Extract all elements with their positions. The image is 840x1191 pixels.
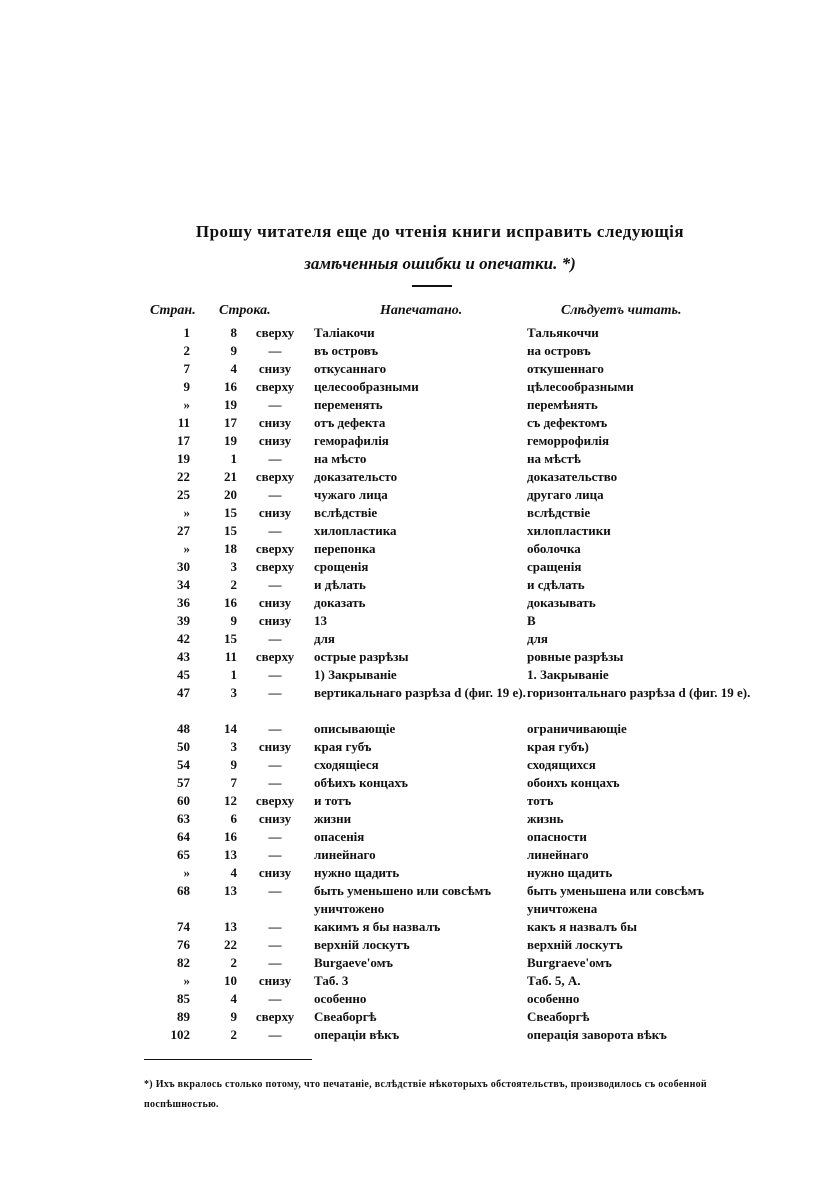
errata-page-cell: » xyxy=(183,865,190,880)
errata-printed-cell: операціи вѣкъ xyxy=(314,1027,400,1042)
errata-printed-cell: края губъ xyxy=(314,739,372,754)
errata-printed-cell: острые разрѣзы xyxy=(314,649,409,664)
errata-printed-cell: обѣихъ концахъ xyxy=(314,775,409,790)
table-row xyxy=(0,738,840,756)
errata-page-cell: 30 xyxy=(177,559,190,574)
errata-line-cell: 15 xyxy=(224,523,237,538)
errata-page-cell: 64 xyxy=(177,829,190,844)
errata-direction-cell: снизу xyxy=(258,865,292,880)
errata-page-cell: 42 xyxy=(177,631,190,646)
page-title-line-1: Прошу читателя еще до чтенія книги исправить следующія xyxy=(195,222,685,241)
errata-page-cell: 17 xyxy=(177,433,190,448)
errata-correct-cell: и сдѣлать xyxy=(527,577,585,592)
table-row xyxy=(0,684,840,720)
errata-printed-cell: и дѣлать xyxy=(314,577,366,592)
errata-direction-cell: — xyxy=(268,883,282,898)
errata-page-cell: 82 xyxy=(177,955,190,970)
errata-correct-cell: другаго лица xyxy=(527,487,604,502)
errata-direction-cell: — xyxy=(268,631,282,646)
table-row xyxy=(0,864,840,882)
errata-printed-cell: чужаго лица xyxy=(314,487,388,502)
errata-line-cell: 12 xyxy=(224,793,237,808)
errata-printed-cell: переменять xyxy=(314,397,383,412)
errata-line-cell: 9 xyxy=(230,1009,237,1024)
errata-line-cell: 3 xyxy=(230,559,237,574)
errata-line-cell: 3 xyxy=(230,739,237,754)
errata-printed-cell: 13 xyxy=(314,613,327,628)
errata-correct-cell: горизонтальнаго разрѣза d (фиг. 19 e). xyxy=(527,685,751,700)
errata-direction-cell: сверху xyxy=(255,325,295,340)
errata-line-cell: 2 xyxy=(230,1027,237,1042)
table-row xyxy=(0,828,840,846)
table-row xyxy=(0,432,840,450)
table-row xyxy=(0,756,840,774)
errata-printed-cell: линейнаго xyxy=(314,847,376,862)
errata-correct-cell: на островъ xyxy=(527,343,591,358)
errata-printed-cell: опасенія xyxy=(314,829,365,844)
errata-direction-cell: — xyxy=(268,1027,282,1042)
errata-direction-cell: — xyxy=(268,343,282,358)
errata-line-cell: 15 xyxy=(224,631,237,646)
errata-correct-cell: быть уменьшена или совсѣмъ уничтожена xyxy=(527,883,705,916)
errata-printed-cell: особенно xyxy=(314,991,367,1006)
errata-line-cell: 3 xyxy=(230,685,237,700)
errata-printed-cell: Свеаборгѣ xyxy=(314,1009,377,1024)
errata-page-cell: » xyxy=(183,973,190,988)
errata-direction-cell: снизу xyxy=(258,613,292,628)
errata-line-cell: 9 xyxy=(230,757,237,772)
errata-line-cell: 1 xyxy=(230,451,237,466)
errata-line-cell: 14 xyxy=(224,721,237,736)
errata-page-cell: » xyxy=(183,541,190,556)
table-row xyxy=(0,342,840,360)
errata-page-cell: 7 xyxy=(183,361,190,376)
table-row xyxy=(0,774,840,792)
errata-correct-cell: Burgraeve'омъ xyxy=(527,955,612,970)
errata-line-cell: 20 xyxy=(224,487,237,502)
errata-printed-cell: вслѣдствіе xyxy=(314,505,378,520)
errata-line-cell: 18 xyxy=(224,541,237,556)
errata-line-cell: 1 xyxy=(230,667,237,682)
table-row xyxy=(0,846,840,864)
table-row xyxy=(0,450,840,468)
errata-correct-cell: для xyxy=(527,631,548,646)
errata-direction-cell: — xyxy=(268,487,282,502)
errata-page-cell: 2 xyxy=(183,343,190,358)
errata-page-cell: 39 xyxy=(177,613,190,628)
errata-page-cell: 60 xyxy=(177,793,190,808)
errata-page-cell: 85 xyxy=(177,991,190,1006)
errata-correct-cell: верхній лоскутъ xyxy=(527,937,623,952)
errata-correct-cell: Таб. 5, A. xyxy=(527,973,581,988)
errata-direction-cell: снизу xyxy=(258,595,292,610)
errata-printed-cell: целесообразными xyxy=(314,379,419,394)
errata-correct-cell: вслѣдствіе xyxy=(527,505,591,520)
errata-line-cell: 22 xyxy=(224,937,237,952)
table-row xyxy=(0,612,840,630)
errata-printed-cell: Таб. 3 xyxy=(314,973,349,988)
title-divider xyxy=(412,285,452,287)
table-row xyxy=(0,558,840,576)
errata-line-cell: 16 xyxy=(224,829,237,844)
errata-direction-cell: сверху xyxy=(255,793,295,808)
errata-correct-cell: 1. Закрываніе xyxy=(527,667,609,682)
errata-correct-cell: откушеннаго xyxy=(527,361,604,376)
errata-direction-cell: снизу xyxy=(258,361,292,376)
table-row xyxy=(0,936,840,954)
errata-correct-cell: опасности xyxy=(527,829,587,844)
column-header-correct: Слѣдуетъ читать. xyxy=(561,303,682,318)
errata-direction-cell: — xyxy=(268,937,282,952)
errata-page-cell: 68 xyxy=(177,883,190,898)
errata-direction-cell: — xyxy=(268,667,282,682)
errata-printed-cell: вертикальнаго разрѣза d (фиг. 19 e). xyxy=(314,685,526,700)
errata-direction-cell: — xyxy=(268,757,282,772)
errata-correct-cell: геморрофилія xyxy=(527,433,610,448)
errata-line-cell: 4 xyxy=(230,991,237,1006)
errata-page-cell: 45 xyxy=(177,667,190,682)
errata-line-cell: 4 xyxy=(230,865,237,880)
table-row xyxy=(0,378,840,396)
errata-line-cell: 9 xyxy=(230,343,237,358)
errata-correct-cell: Тальякоччи xyxy=(527,325,599,340)
errata-page-cell: 1 xyxy=(183,325,190,340)
table-row xyxy=(0,522,840,540)
errata-printed-cell: и тотъ xyxy=(314,793,352,808)
errata-correct-cell: перемѣнять xyxy=(527,397,598,412)
errata-page-cell: 65 xyxy=(177,847,190,862)
errata-page-cell: 9 xyxy=(183,379,190,394)
errata-line-cell: 16 xyxy=(224,379,237,394)
errata-line-cell: 2 xyxy=(230,955,237,970)
errata-page-cell: 47 xyxy=(177,685,190,700)
table-row xyxy=(0,486,840,504)
column-header-printed: Напечатано. xyxy=(380,303,463,318)
errata-line-cell: 11 xyxy=(224,649,237,664)
errata-page-cell: » xyxy=(183,397,190,412)
errata-line-cell: 4 xyxy=(230,361,237,376)
errata-printed-cell: сходящіеся xyxy=(314,757,379,772)
errata-page-cell: 27 xyxy=(177,523,190,538)
errata-printed-cell: срощенія xyxy=(314,559,369,574)
table-row xyxy=(0,630,840,648)
errata-printed-cell: 1) Закрываніе xyxy=(314,667,397,682)
errata-line-cell: 15 xyxy=(224,505,237,520)
errata-direction-cell: — xyxy=(268,397,282,412)
errata-page-cell: 11 xyxy=(177,415,190,430)
errata-printed-cell: геморафилія xyxy=(314,433,389,448)
errata-direction-cell: — xyxy=(268,775,282,790)
errata-printed-cell: перепонка xyxy=(314,541,376,556)
table-row xyxy=(0,882,840,918)
errata-page-cell: 25 xyxy=(177,487,190,502)
errata-page-cell: 74 xyxy=(177,919,190,934)
errata-correct-cell: сходящихся xyxy=(527,757,596,772)
errata-page-cell: 34 xyxy=(177,577,190,592)
table-row xyxy=(0,918,840,936)
table-row xyxy=(0,414,840,432)
table-row xyxy=(0,954,840,972)
errata-line-cell: 13 xyxy=(224,919,237,934)
errata-direction-cell: — xyxy=(268,685,282,700)
errata-table xyxy=(0,324,840,1044)
errata-printed-cell: нужно щадить xyxy=(314,865,400,880)
errata-correct-cell: B xyxy=(527,613,536,628)
table-row xyxy=(0,810,840,828)
table-row xyxy=(0,324,840,342)
errata-printed-cell: какимъ я бы назвалъ xyxy=(314,919,441,934)
errata-printed-cell: быть уменьшено или совсѣмъ уничтожено xyxy=(314,883,492,916)
errata-line-cell: 6 xyxy=(230,811,237,826)
errata-page-cell: 89 xyxy=(177,1009,190,1024)
errata-correct-cell: ровные разрѣзы xyxy=(527,649,624,664)
errata-correct-cell: жизнь xyxy=(527,811,564,826)
table-row xyxy=(0,360,840,378)
errata-printed-cell: Таліакочи xyxy=(314,325,375,340)
errata-direction-cell: сверху xyxy=(255,1009,295,1024)
errata-direction-cell: снизу xyxy=(258,505,292,520)
errata-line-cell: 17 xyxy=(224,415,237,430)
table-row xyxy=(0,666,840,684)
errata-printed-cell: Burgaeve'омъ xyxy=(314,955,394,970)
column-header-line: Строка. xyxy=(219,303,271,318)
errata-correct-cell: доказывать xyxy=(527,595,596,610)
page-title-line-2: замѣченныя ошибки и опечатки. *) xyxy=(304,254,576,273)
errata-printed-cell: доказательсто xyxy=(314,469,398,484)
errata-direction-cell: сверху xyxy=(255,469,295,484)
footnote-divider xyxy=(144,1059,312,1060)
errata-correct-cell: нужно щадить xyxy=(527,865,613,880)
errata-printed-cell: отъ дефекта xyxy=(314,415,386,430)
errata-correct-cell: какъ я назвалъ бы xyxy=(527,919,638,934)
errata-page-cell: 54 xyxy=(177,757,190,772)
table-row xyxy=(0,576,840,594)
errata-direction-cell: снизу xyxy=(258,739,292,754)
errata-line-cell: 13 xyxy=(224,883,237,898)
errata-line-cell: 16 xyxy=(224,595,237,610)
errata-direction-cell: сверху xyxy=(255,649,295,664)
errata-line-cell: 10 xyxy=(224,973,237,988)
errata-correct-cell: оболочка xyxy=(527,541,581,556)
errata-direction-cell: — xyxy=(268,721,282,736)
table-row xyxy=(0,396,840,414)
errata-direction-cell: снизу xyxy=(258,973,292,988)
errata-direction-cell: — xyxy=(268,829,282,844)
errata-printed-cell: для xyxy=(314,631,335,646)
errata-line-cell: 19 xyxy=(224,433,237,448)
errata-line-cell: 2 xyxy=(230,577,237,592)
table-row xyxy=(0,720,840,738)
errata-printed-cell: верхній лоскутъ xyxy=(314,937,410,952)
errata-correct-cell: цѣлесообразными xyxy=(527,379,634,394)
errata-line-cell: 8 xyxy=(230,325,237,340)
table-row xyxy=(0,648,840,666)
errata-page-cell: 63 xyxy=(177,811,190,826)
errata-page-cell: 102 xyxy=(170,1027,190,1042)
table-row xyxy=(0,468,840,486)
errata-line-cell: 19 xyxy=(224,397,237,412)
errata-line-cell: 9 xyxy=(230,613,237,628)
errata-line-cell: 21 xyxy=(224,469,237,484)
errata-page-cell: 22 xyxy=(177,469,190,484)
table-row xyxy=(0,1008,840,1026)
errata-correct-cell: съ дефектомъ xyxy=(527,415,608,430)
errata-correct-cell: на мѣстѣ xyxy=(527,451,581,466)
errata-printed-cell: доказать xyxy=(314,595,366,610)
errata-printed-cell: жизни xyxy=(314,811,352,826)
errata-direction-cell: сверху xyxy=(255,559,295,574)
errata-correct-cell: сращенія xyxy=(527,559,582,574)
errata-correct-cell: края губъ) xyxy=(527,739,589,754)
errata-direction-cell: — xyxy=(268,523,282,538)
errata-correct-cell: линейнаго xyxy=(527,847,589,862)
errata-printed-cell: хилопластика xyxy=(314,523,397,538)
errata-correct-cell: обоихъ концахъ xyxy=(527,775,620,790)
errata-direction-cell: снизу xyxy=(258,811,292,826)
errata-direction-cell: — xyxy=(268,991,282,1006)
errata-correct-cell: хилопластики xyxy=(527,523,611,538)
table-row xyxy=(0,972,840,990)
errata-line-cell: 7 xyxy=(230,775,237,790)
errata-direction-cell: снизу xyxy=(258,433,292,448)
errata-line-cell: 13 xyxy=(224,847,237,862)
errata-page-cell: 57 xyxy=(177,775,190,790)
errata-printed-cell: описывающіе xyxy=(314,721,396,736)
errata-page-cell: » xyxy=(183,505,190,520)
table-row xyxy=(0,990,840,1008)
errata-printed-cell: въ островъ xyxy=(314,343,379,358)
table-row xyxy=(0,792,840,810)
table-row xyxy=(0,504,840,522)
errata-printed-cell: откусаннаго xyxy=(314,361,387,376)
errata-page-cell: 43 xyxy=(177,649,190,664)
errata-printed-cell: на мѣсто xyxy=(314,451,367,466)
errata-correct-cell: тотъ xyxy=(527,793,554,808)
errata-correct-cell: доказательство xyxy=(527,469,618,484)
errata-correct-cell: Свеаборгѣ xyxy=(527,1009,590,1024)
table-row xyxy=(0,594,840,612)
errata-direction-cell: — xyxy=(268,577,282,592)
errata-correct-cell: операція заворота вѣкъ xyxy=(527,1027,667,1042)
table-row xyxy=(0,540,840,558)
errata-direction-cell: сверху xyxy=(255,541,295,556)
errata-correct-cell: особенно xyxy=(527,991,580,1006)
errata-page-cell: 50 xyxy=(177,739,190,754)
footnote: *) Ихъ вкралось столько потому, что печатаніе, вслѣдствіе нѣкоторыхъ обстоятельствъ, производилось съ особенной поспѣшностью. xyxy=(144,1079,707,1110)
table-row xyxy=(0,1026,840,1044)
errata-page-cell: 48 xyxy=(177,721,190,736)
errata-direction-cell: снизу xyxy=(258,415,292,430)
errata-correct-cell: ограничивающіе xyxy=(527,721,627,736)
errata-direction-cell: — xyxy=(268,451,282,466)
errata-page-cell: 19 xyxy=(177,451,190,466)
errata-page-cell: 76 xyxy=(177,937,190,952)
column-header-page: Стран. xyxy=(150,303,196,318)
errata-direction-cell: сверху xyxy=(255,379,295,394)
errata-page-cell: 36 xyxy=(177,595,190,610)
errata-direction-cell: — xyxy=(268,955,282,970)
errata-direction-cell: — xyxy=(268,919,282,934)
errata-direction-cell: — xyxy=(268,847,282,862)
